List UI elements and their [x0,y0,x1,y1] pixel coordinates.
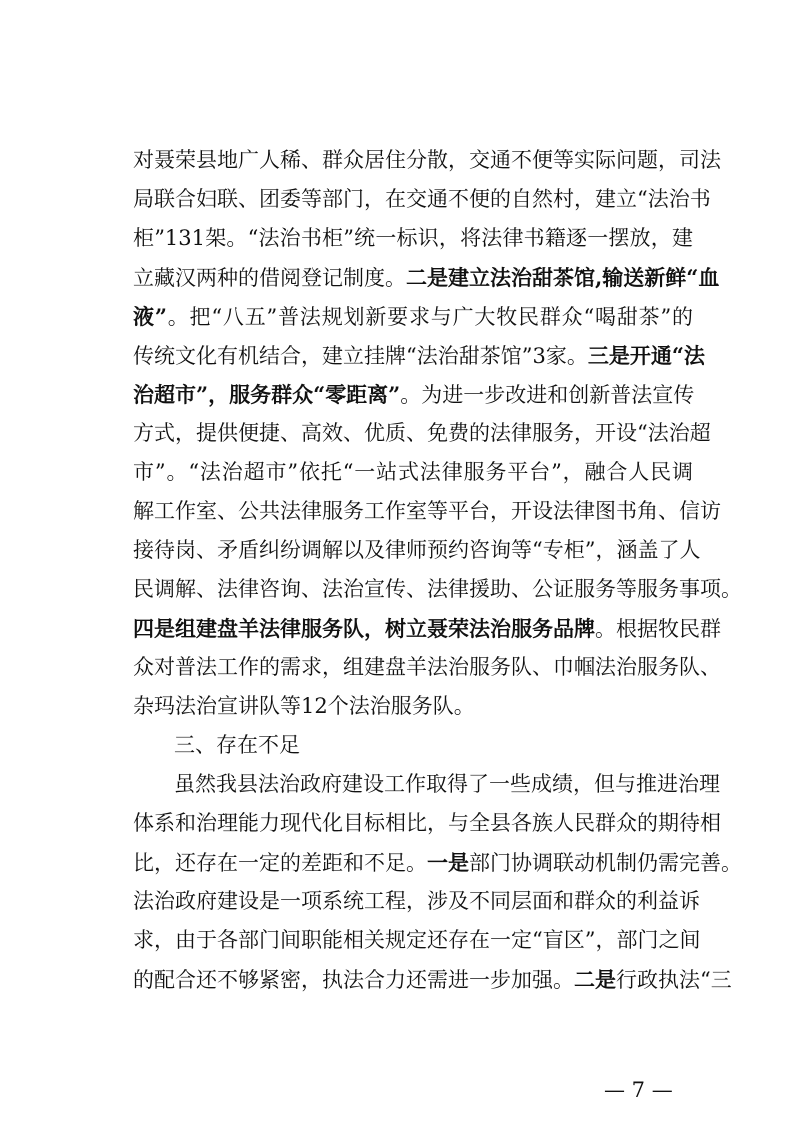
bold-text: 三是开通“法 [587,343,705,368]
text-segment: 市”。“法治超市”依托“一站式法律服务平台”，融合人民调 [133,460,693,484]
bold-text: 二是 [574,967,616,992]
text-line [133,180,711,219]
text-line [133,648,721,687]
text-line [133,141,721,180]
text-line [133,219,693,258]
text-segment: 的配合还不够紧密，执法合力还需进一步加强。 [133,968,574,992]
bold-text: 治超市”，服务群众“零距离” [133,382,401,407]
text-line [133,258,720,297]
text-segment: 。根据牧民群 [595,617,721,641]
bold-text: 液” [133,304,167,329]
text-line [133,375,693,414]
body-text [133,141,742,999]
text-segment: 对聂荣县地广人稀、群众居住分散，交通不便等实际问题，司法 [133,148,721,172]
text-segment: 。为进一步改进和创新普法宣传 [400,383,695,407]
text-segment: 法治政府建设是一项系统工程，涉及不同层面和群众的利益诉 [133,889,700,913]
text-line [133,921,701,960]
text-segment: 传统文化有机结合，建立挂牌“法治甜茶馆”3家。 [133,344,588,368]
text-segment: 局联合妇联、团委等部门，在交通不便的自然村，建立“法治书 [133,187,711,211]
text-line [133,960,732,999]
text-line [133,570,742,609]
text-segment: 方式，提供便捷、高效、优质、免费的法律服务，开设“法治超 [133,421,711,445]
text-line [133,414,711,453]
text-line [133,297,693,336]
text-line [133,609,721,648]
text-line [133,843,742,882]
text-segment: 。把“八五”普法规划新要求与广大牧民群众“喝甜茶”的 [166,305,693,329]
text-segment: 部门协调联动机制仍需完善。 [469,851,742,875]
text-segment: 杂玛法治宣讲队等12个法治服务队。 [133,694,475,718]
text-segment: 三、存在不足 [174,733,300,757]
text-segment: 柜”131架。“法治书柜”统一标识，将法律书籍逐一摆放，建 [133,226,693,250]
bold-text: 二是建立法治甜茶馆,输送新鲜“血 [406,265,720,290]
page-number: — 7 — [604,1078,673,1102]
text-segment: 体系和治理能力现代化目标相比，与全县各族人民群众的期待相 [133,811,721,835]
text-line [133,765,720,804]
bold-text: 一是 [427,850,469,875]
text-segment: 求，由于各部门间职能相关规定还存在一定“盲区”，部门之间 [133,928,701,952]
text-segment: 行政执法“三 [616,968,732,992]
text-line [133,804,721,843]
text-segment: 众对普法工作的需求，组建盘羊法治服务队、巾帼法治服务队、 [133,655,721,679]
text-line [133,453,693,492]
bold-text: 四是组建盘羊法律服务队，树立聂荣法治服务品牌 [133,616,595,641]
text-segment: 立藏汉两种的借阅登记制度。 [133,266,406,290]
text-line [133,687,693,726]
text-line [133,531,701,570]
section-heading [133,726,693,765]
text-segment: 解工作室、公共法律服务工作室等平台，开设法律图书角、信访 [133,499,721,523]
text-line [133,336,705,375]
text-segment: 民调解、法律咨询、法治宣传、法律援助、公证服务等服务事项。 [133,577,742,601]
text-segment: 比，还存在一定的差距和不足。 [133,851,427,875]
text-segment: 虽然我县法治政府建设工作取得了一些成绩，但与推进治理 [174,772,720,796]
text-segment: 接待岗、矛盾纠纷调解以及律师预约咨询等“专柜”，涵盖了人 [133,538,701,562]
text-line [133,882,700,921]
text-line [133,492,721,531]
